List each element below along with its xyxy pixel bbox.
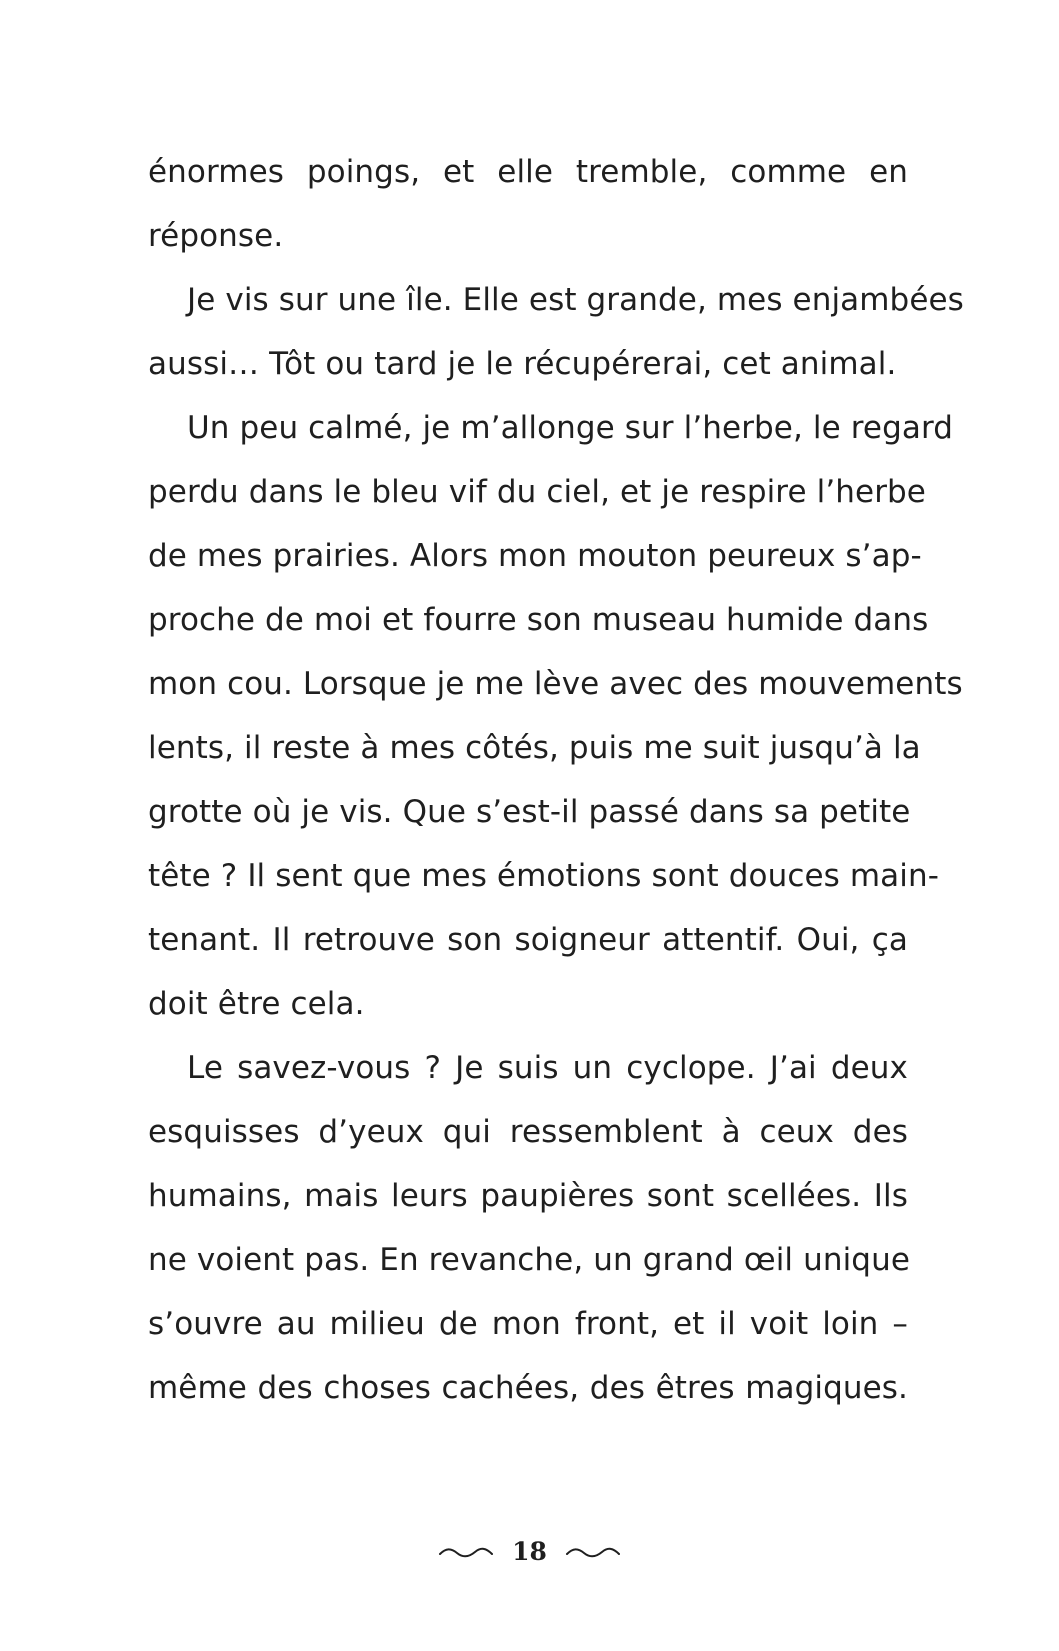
text-line: mon cou. Lorsque je me lève avec des mouvements [148, 666, 963, 702]
text-line: même des choses cachées, des êtres magiques. [148, 1370, 908, 1406]
text-line: tenant. Il retrouve son soigneur attentif. Oui, ça [148, 922, 908, 958]
page-number: 18 [512, 1537, 547, 1566]
text-line: s’ouvre au milieu de mon front, et il voit loin – [148, 1306, 908, 1342]
text-line: esquisses d’yeux qui ressemblent à ceux des [148, 1114, 908, 1150]
text-line: perdu dans le bleu vif du ciel, et je respire l’herbe [148, 474, 926, 510]
text-line: grotte où je vis. Que s’est-il passé dans sa petite [148, 794, 911, 830]
text-line: Je vis sur une île. Elle est grande, mes enjambées [187, 282, 964, 318]
wave-ornament-left-icon [438, 1545, 494, 1559]
text-line: réponse. [148, 218, 284, 254]
page-footer [0, 1530, 1059, 1574]
text-line: doit être cela. [148, 986, 365, 1022]
body-text [148, 140, 964, 1420]
text-line: Un peu calmé, je m’allonge sur l’herbe, le regard [187, 410, 954, 446]
wave-ornament-right-icon [565, 1545, 621, 1559]
text-line: lents, il reste à mes côtés, puis me suit jusqu’à la [148, 730, 921, 766]
text-line: humains, mais leurs paupières sont scellées. Ils [148, 1178, 908, 1214]
text-line: énormes poings, et elle tremble, comme en [148, 154, 908, 190]
text-line: ne voient pas. En revanche, un grand œil unique [148, 1242, 910, 1278]
text-line: tête ? Il sent que mes émotions sont douces main- [148, 858, 939, 894]
text-line: de mes prairies. Alors mon mouton peureux s’ap- [148, 538, 922, 574]
text-line: proche de moi et fourre son museau humide dans [148, 602, 929, 638]
text-line: aussi… Tôt ou tard je le récupérerai, cet animal. [148, 346, 897, 382]
text-line: Le savez-vous ? Je suis un cyclope. J’ai deux [187, 1050, 908, 1086]
